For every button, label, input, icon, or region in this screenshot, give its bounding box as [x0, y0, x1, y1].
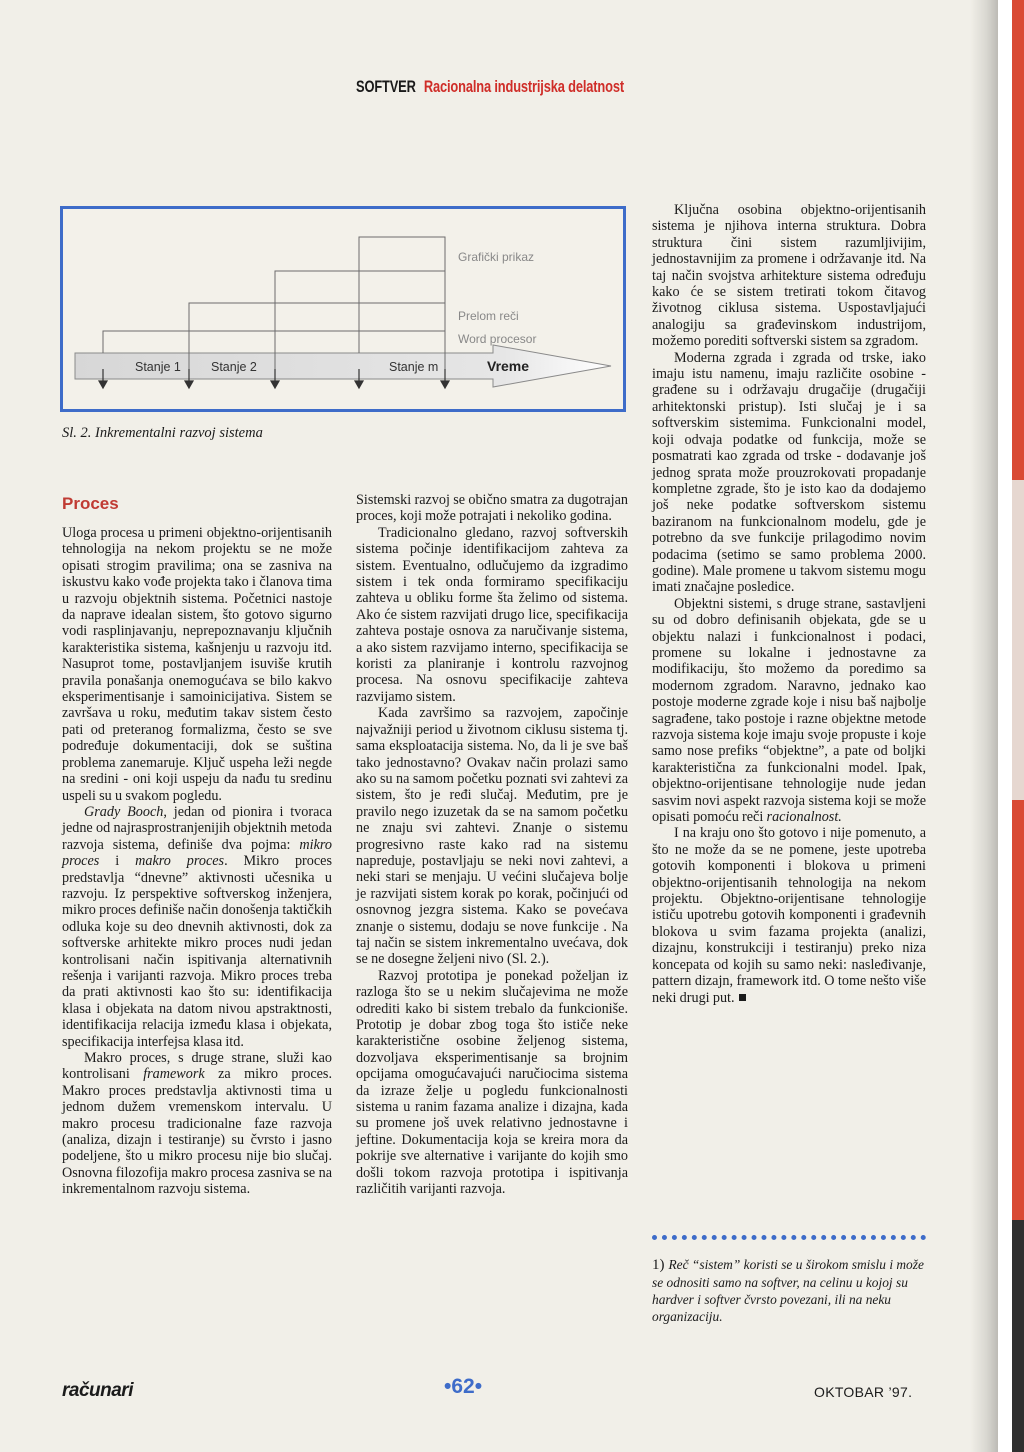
- term-mikro-proces: mikro proces: [62, 836, 332, 870]
- footnote-text: Reč “sistem” koristi se u širokom smislu i može se odnositi samo na softver, na celinu u kojoj su hardver i softver čvrsto povezani, ili na neku organizaciju.: [652, 1257, 924, 1324]
- footnote-dotted-rule: [652, 1235, 926, 1240]
- label-prelom-reci: Prelom reči: [458, 309, 519, 323]
- step-3: [275, 271, 445, 353]
- label-stanje-2: Stanje 2: [211, 360, 257, 374]
- figure-caption: Sl. 2. Inkrementalni razvoj sistema: [62, 425, 263, 441]
- label-stanje-1: Stanje 1: [135, 360, 181, 374]
- col2-paragraph-2: Tradicionalno gledano, razvoj softverskih sistema počinje identifikacijom zahteva za sistem. Eventualno, odlučujemo da izgradimo sistem i tek onda formiramo specifikaciju zahteva u obliku forme šta želimo od sistema. Ako će sistem razvijati drugo lice, specifikacija zahteva postaje osnova za naručivanje sistema, a ako sistem razvijamo interno, specifikacija se koristi za planiranje i kontrolu razvojnog procesa. Na osnovu specifikacije zahteva razvijamo sistem.: [356, 524, 628, 705]
- term-framework: framework: [143, 1066, 205, 1083]
- step-1: [103, 331, 445, 353]
- label-word-procesor: Word procesor: [458, 332, 537, 346]
- section-subtitle: Racionalna industrijska delatnost: [423, 78, 624, 96]
- label-graficki-prikaz: Grafički prikaz: [458, 250, 535, 264]
- col1-paragraph-booch: [62, 804, 332, 1050]
- makro-text-2: za mikro proces. Makro proces predstavlja aktivnosti tima u jednom dužem vremenskom intervalu. U makro procesu tradicionalne faze razvoja (analiza, dizajn i testiranje) su čvrsto i jasno podeljene, što u mikro procesu nije bio slučaj. Osnovna filozofija makro procesa zasniva se na inkrementalnom razvoju sistema.: [62, 1066, 332, 1198]
- col1-paragraph-1: Uloga procesa u primeni objektno-orijentisanih tehnologija na nekom projektu se ne može opisati strogim pravilima; ona se zasniva na iskustvu kako vođe projekta tako i članova tima u razvoju objektnih sistema. Početnici nastoje da naprave idealan sistem, što gotovo sigurno vodi rasplinjavanju, neprepoznavanju ključnih karakteristika sistema, kašnjenju u razvoju itd. Nasuprot tome, postavljanjem isuviše krutih pravila ponašanja onemogućava se bilo kakvo eksperimentisanje i samoinicijativa. Sistem se završava u roku, međutim takav sistem često pati od preteranog formalizma, često se sve podređuje dokumentaciji, dok se suština problema zanemaruje. Ključ uspeha leži negde na sredini - oni koji uspeju da nađu tu sredinu uspeli su u svakom pogledu.: [62, 525, 332, 804]
- col3-paragraph-objekt: [652, 596, 926, 826]
- term-makro-proces: makro proces: [135, 853, 225, 870]
- text-column-1: [62, 525, 332, 1198]
- col1-paragraph-makro: [62, 1050, 332, 1198]
- text-column-3: [652, 202, 926, 1006]
- footnote: [652, 1256, 926, 1325]
- edge-strip-low: [1012, 800, 1024, 1220]
- magazine-brand: računari: [62, 1380, 133, 1401]
- page-number: •62•: [444, 1375, 483, 1398]
- page-edge-shadow: [970, 0, 998, 1452]
- incremental-diagram: [63, 209, 623, 409]
- figure-incremental-development: [60, 206, 626, 412]
- col2-paragraph-4: Razvoj prototipa je ponekad poželjan iz razloga što se u nekim slučajevima ne može odrediti kako bi sistem trebalo da funkcioniše. Prototip je dobar zbog toga što ističe neke karakteristične osobine željenog sistema, dozvoljava eksperimentisanje sa brojnim opcijama omogućavajući naručiocima sistema da izraze želje u pogledu funkcionalnosti sistema u ranim fazama analize i dizajna, kada su promene još uvek relativno jednostavne i jeftine. Dokumentacija koja se kreira mora da pokrije sve alternative i varijante do kojih smo došli tokom razvoja prototipa i ispitivanja različitih varijanti razvoja.: [356, 967, 628, 1198]
- step-2: [189, 303, 445, 353]
- issue-date: OKTOBAR ’97.: [814, 1384, 913, 1400]
- edge-strip-mid: [1012, 480, 1024, 800]
- term-racionalnost: racionalnost.: [766, 809, 842, 826]
- booch-text-1: , jedan od pionira i tvoraca jedne od najrasprostranjenijih objektnih metoda razvoja sistema, definiše dva pojma:: [62, 803, 332, 853]
- booch-text-2: i: [99, 853, 136, 870]
- end-of-article-mark: [739, 994, 746, 1001]
- section-heading-proces: Proces: [62, 494, 119, 513]
- text-column-2: [356, 492, 628, 1197]
- last-paragraph-text: I na kraju ono što gotovo i nije pomenuto, a što ne može da se ne pomene, jeste upotreba gotovih komponenti i blokova u primeni objektno-orijentisanih tehnologija na nekom projektu. Objektno-orijentisane tehnologije ističu upotrebu gotovih komponenti i građevnih blokova u svim fazama projekta (analizi, dizajnu, konstrukciji i testiranju) preko niza koncepata od kojih su samo neki: nasleđivanje, pattern dizajn, framework itd. O tome nešto više neki drugi put.: [652, 825, 926, 1006]
- edge-strip-bottom: [1012, 1220, 1024, 1452]
- edge-strip-top: [1012, 0, 1024, 480]
- col2-paragraph-3: Kada završimo sa razvojem, započinje najvažniji period u životnom ciklusu sistema tj. sama eksploatacija sistema. No, da li je sve baš tako jednostavno? Ovakav način prolazi samo ako su na samom početku poznati svi zahtevi za sistem, što je ređi slučaj. Međutim, pre je pravilo nego izuzetak da se na samom početku ne znaju svi zahtevi. Znanje o sistemu progresivno raste kako rad na sistemu napreduje, postavljaju se neki novi zahtevi, a neki stari se menjaju. U većini slučajeva bolje je razvijati sistem korak po korak, počinjući od osnovnog jezgra sistema. Kako se povećava znanje o sistemu, dodaju se nove funkcije . Na taj način se sistem inkrementalno uvećava, dok se ne dosegne željeni nivo (Sl. 2.).: [356, 705, 628, 968]
- running-head: [108, 78, 872, 97]
- booch-text-3: . Mikro proces predstavlja “dnevne” aktivnosti učesnika u razvoju. Iz perspektive softverskog inženjera, mikro proces definiše način donošenja taktičkih odluka koje su deo dnevnih aktivnosti, dok za softverske arhitekte mikro proces nudi jedan kontrolisani način ispitivanja alternativnih rešenja i varijanti razvoja. Mikro proces treba da prati aktivnosti kao što su: identifikacija klasa i objekata na datom nivou apstraktnosti, identifikacija relacija između klasa i objekata, specifikacija interfejsa klasa itd.: [62, 853, 332, 1050]
- footnote-mark: 1): [652, 1257, 665, 1273]
- col3-paragraph-last: [652, 825, 926, 1005]
- col3-paragraph-1: Ključna osobina objektno-orijentisanih sistema je njihova interna struktura. Dobra struktura čini sistem razumljivijim, jednostavnijim za promene i održavanje itd. Na taj način svojstva arhitekture sistema određuju kako će se sistem tretirati tokom čitavog životnog ciklusa sistema. Uspostavljajući analogiju sa građevinskom industrijom, možemo porediti softverski sistem sa zgradom.: [652, 202, 926, 350]
- label-stanje-m: Stanje m: [389, 360, 439, 374]
- label-vreme: Vreme: [487, 358, 530, 374]
- booch-name: Grady Booch: [84, 803, 164, 820]
- section-name: SOFTVER: [356, 78, 416, 96]
- col2-paragraph-1: Sistemski razvoj se obično smatra za dugotrajan proces, koji može potrajati i nekoliko godina.: [356, 492, 628, 525]
- step-4: [359, 237, 445, 353]
- col3-paragraph-2: Moderna zgrada i zgrada od trske, iako imaju istu namenu, imaju različite osobine - građene su i održavaju drugačije (drugačiji arhitektonski pristup). Isti slučaj je i sa softverskim sistemima. Funkcionalni model, koji odvaja podatke od funkcija, može se posmatrati kao zgrada od trske - dodavanje još jednog sprata može prouzrokovati propadanje kompletne zgrade, što je isto kao da dodajemo još neke podatke softverskom sistemu baziranom na funkcionalnom modelu, gde je potrebno da sve funkcije prilagodimo novim podacima (setimo se samo problema 2000. godine). Male promene u takvom sistemu mogu imati značajne posledice.: [652, 349, 926, 596]
- makro-text-1: Makro proces, s druge strane, služi kao kontrolisani: [62, 1050, 332, 1083]
- objekt-text-1: Objektni sistemi, s druge strane, sastavljeni su od dobro definisanih objekata, gde se u objektu nalazi i funkcionalnost i podaci, promene su lokalne i jednostavne za modifikaciju, što možemo da poredimo sa modernom zgradom. Naravno, jednako kao postoje moderne zgrade koje i nisu baš najbolje sagrađene, tako postoje i razne objektne metode razvoja sistema koje imaju svoje propuste i koje samo nose prefiks “objektne”, a pate od boljki karakteristična za funkcionalni model. Ipak, objektno-orijentisane tehnologije nude jedan sasvim novi aspekt razvoja sistema koji se može opisati pomoću reči: [652, 595, 926, 826]
